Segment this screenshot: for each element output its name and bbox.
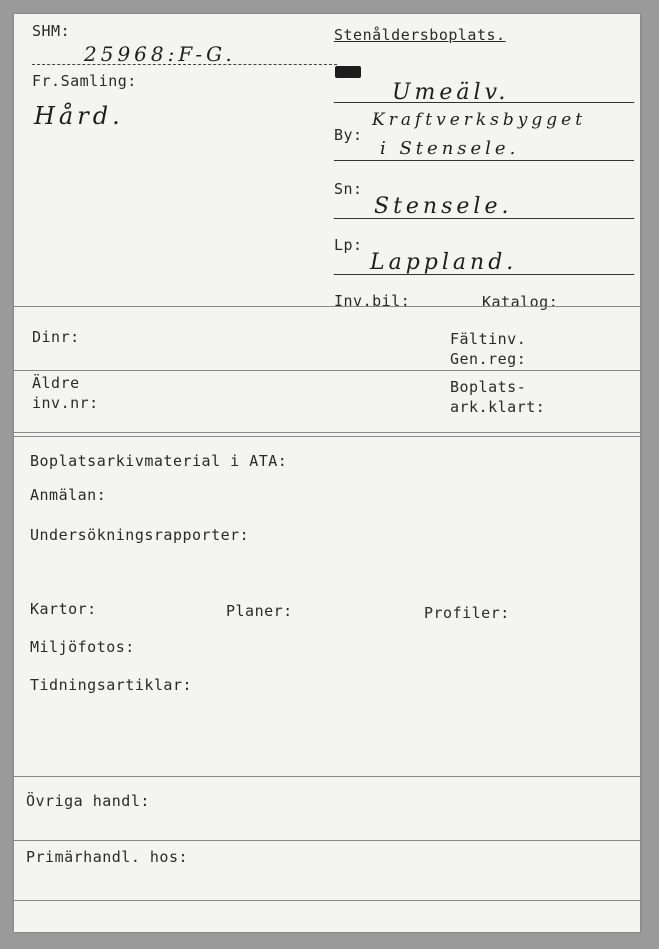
aldre-label: Äldre bbox=[32, 374, 80, 392]
by-value-1: Kraftverksbygget bbox=[372, 110, 587, 130]
invnr-label: inv.nr: bbox=[32, 394, 99, 412]
sn-value: Stensele. bbox=[374, 194, 513, 219]
inv-bil-label: Inv.bil: bbox=[334, 292, 411, 310]
shm-line bbox=[32, 64, 337, 65]
ink-blot bbox=[335, 66, 361, 78]
lp-label: Lp: bbox=[334, 236, 363, 254]
divider-5 bbox=[14, 900, 640, 901]
divider-double bbox=[14, 432, 640, 437]
boplats-label: Boplats- bbox=[450, 378, 527, 396]
primar-label: Primärhandl. hos: bbox=[26, 848, 189, 866]
region-line bbox=[334, 102, 634, 103]
shm-value: 25968:F-G. bbox=[84, 42, 236, 66]
miljofotos-label: Miljöfotos: bbox=[30, 638, 135, 656]
divider-3 bbox=[14, 776, 640, 777]
archive-label: Boplatsarkivmaterial i ATA: bbox=[30, 452, 288, 470]
ovriga-label: Övriga handl: bbox=[26, 792, 150, 810]
divider-1 bbox=[14, 306, 640, 307]
planer-label: Planer: bbox=[226, 602, 293, 620]
shm-label: SHM: bbox=[32, 22, 71, 40]
genreg-label: Gen.reg: bbox=[450, 350, 527, 368]
rapporter-label: Undersökningsrapporter: bbox=[30, 526, 250, 544]
profiler-label: Profiler: bbox=[424, 604, 510, 622]
sn-label: Sn: bbox=[334, 180, 363, 198]
samling-value: Hård. bbox=[34, 102, 124, 130]
kartor-label: Kartor: bbox=[30, 600, 97, 618]
divider-2 bbox=[14, 370, 640, 371]
sn-line bbox=[334, 218, 634, 219]
anmalan-label: Anmälan: bbox=[30, 486, 107, 504]
lp-value: Lappland. bbox=[370, 250, 518, 275]
by-value-2: i Stensele. bbox=[380, 138, 520, 159]
by-line bbox=[334, 160, 634, 161]
samling-label: Fr.Samling: bbox=[32, 72, 137, 90]
katalog-label: Katalog: bbox=[482, 293, 559, 311]
tidning-label: Tidningsartiklar: bbox=[30, 676, 193, 694]
lp-line bbox=[334, 274, 634, 275]
dinr-label: Dinr: bbox=[32, 328, 80, 346]
divider-4 bbox=[14, 840, 640, 841]
arkklart-label: ark.klart: bbox=[450, 398, 546, 416]
by-label: By: bbox=[334, 126, 363, 144]
faltinv-label: Fältinv. bbox=[450, 330, 527, 348]
type-label: Stenåldersboplats. bbox=[334, 26, 506, 44]
index-card bbox=[14, 14, 640, 932]
region-value: Umeälv. bbox=[392, 80, 510, 105]
